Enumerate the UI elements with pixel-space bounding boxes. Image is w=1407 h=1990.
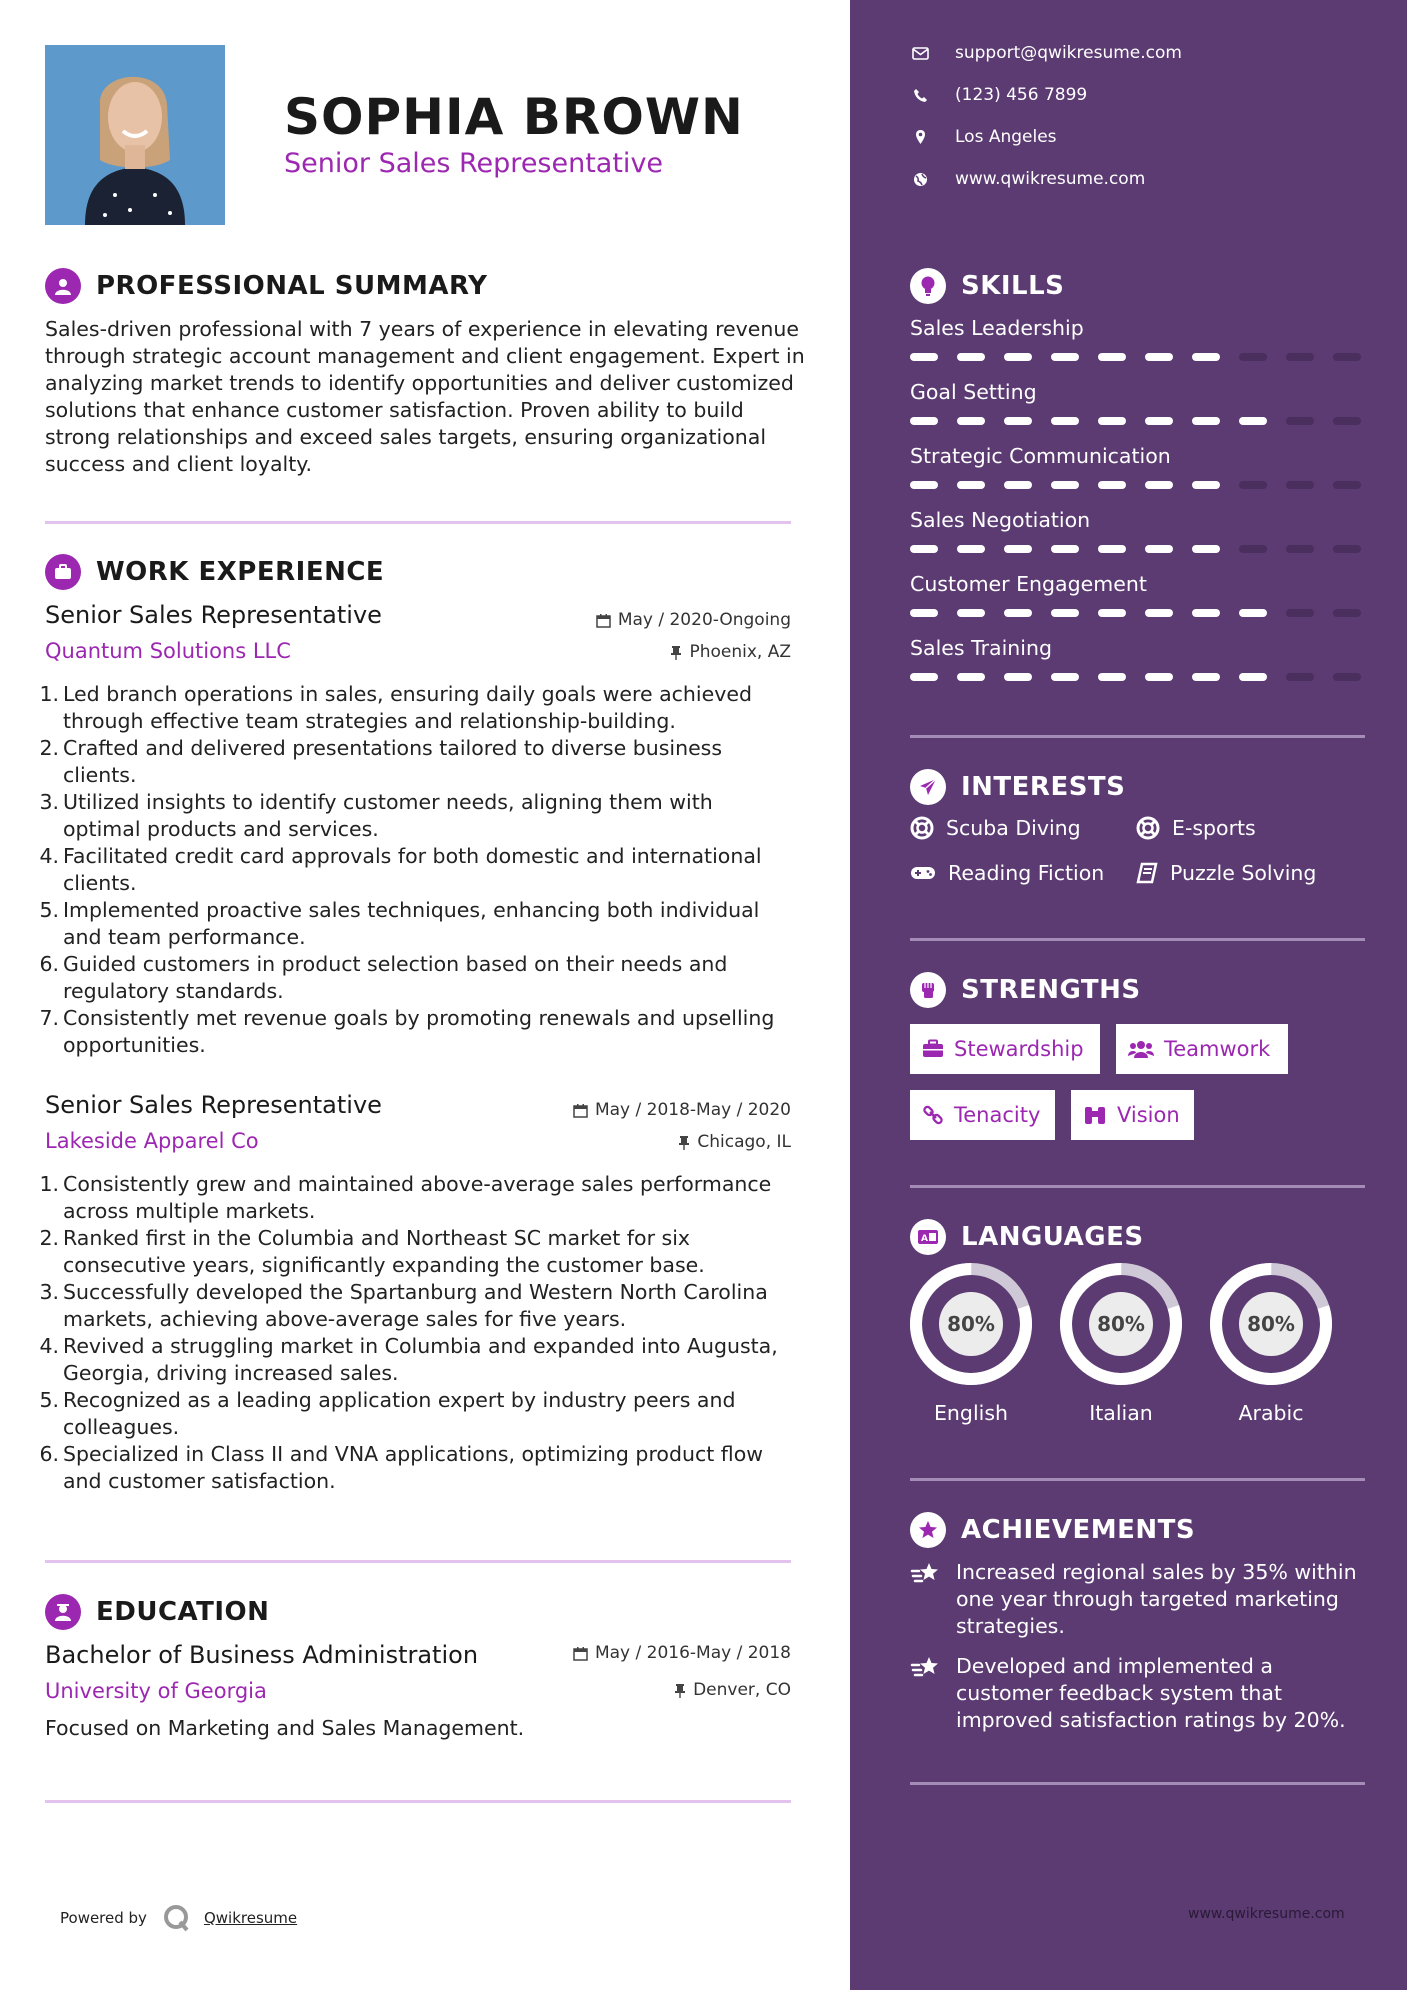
skill-dot xyxy=(1098,481,1126,489)
education-location: Denver, CO xyxy=(674,1680,791,1700)
skill-dot xyxy=(1145,545,1173,553)
skill-dot xyxy=(957,353,985,361)
skill-dot xyxy=(1192,481,1220,489)
skill-dot xyxy=(1098,609,1126,617)
language-name: English xyxy=(933,1401,1009,1425)
divider xyxy=(910,938,1365,941)
language-progress-ring xyxy=(910,1263,1032,1385)
skill-dot xyxy=(1004,673,1032,681)
calendar-icon xyxy=(596,613,611,628)
education-note: Focused on Marketing and Sales Management. xyxy=(45,1716,525,1740)
lifebuoy-icon xyxy=(1136,816,1160,840)
strength-tag: Vision xyxy=(1071,1090,1194,1140)
qwikresume-link[interactable]: Qwikresume xyxy=(203,1909,298,1927)
skill-level xyxy=(910,545,1380,553)
strength-tag: Teamwork xyxy=(1116,1024,1288,1074)
contact-location: Los Angeles xyxy=(910,127,1057,147)
divider xyxy=(45,521,791,524)
skill-dot xyxy=(910,481,938,489)
list-item: 2. Crafted and delivered presentations tailored to diverse business clients. xyxy=(39,736,723,787)
language-progress-ring xyxy=(1210,1263,1332,1385)
list-item: 4. Revived a struggling market in Columbia and expanded into Augusta, Georgia, driving increased sales. xyxy=(39,1334,778,1385)
interest-item: Puzzle Solving xyxy=(1136,861,1316,885)
language-percent: 80% xyxy=(1247,1312,1295,1336)
skill-dot xyxy=(1333,609,1361,617)
skill-dot xyxy=(1051,673,1079,681)
skill-dot xyxy=(1004,353,1032,361)
skill-dot xyxy=(1098,417,1126,425)
link-icon xyxy=(922,1104,944,1126)
calendar-icon xyxy=(573,1646,588,1661)
interest-item: E-sports xyxy=(1136,816,1256,840)
skill-level xyxy=(910,673,1380,681)
job-duties xyxy=(36,1171,796,1495)
job-location: Chicago, IL xyxy=(678,1132,791,1152)
language-progress-ring xyxy=(1060,1263,1182,1385)
envelope-icon xyxy=(912,47,929,60)
divider xyxy=(45,1800,791,1803)
interests-title: INTERESTS xyxy=(961,772,1126,802)
binoculars-icon xyxy=(1083,1105,1107,1125)
pin-icon xyxy=(678,1135,690,1150)
skill-name: Sales Negotiation xyxy=(910,508,1091,532)
skill-level xyxy=(910,353,1380,361)
skill-dot xyxy=(1333,417,1361,425)
achievements-heading xyxy=(910,1512,1195,1548)
skill-name: Sales Training xyxy=(910,636,1052,660)
footer-website[interactable]: www.qwikresume.com xyxy=(1188,1906,1345,1922)
skill-dot xyxy=(957,545,985,553)
skill-dot xyxy=(1051,609,1079,617)
skill-dot xyxy=(1333,545,1361,553)
skill-name: Goal Setting xyxy=(910,380,1037,404)
skill-dot xyxy=(1004,609,1032,617)
paper-plane-icon xyxy=(910,769,946,805)
skill-name: Strategic Communication xyxy=(910,444,1171,468)
skill-dot xyxy=(1098,673,1126,681)
translate-icon xyxy=(910,1219,946,1255)
skill-dot xyxy=(1239,673,1267,681)
language-percent: 80% xyxy=(1097,1312,1145,1336)
language-item xyxy=(1210,1263,1332,1425)
skill-dot xyxy=(910,673,938,681)
skill-dot xyxy=(1051,353,1079,361)
skill-dot xyxy=(1333,353,1361,361)
list-item: 2. Ranked first in the Columbia and Northeast SC market for six consecutive years, significantly expanding the customer base. xyxy=(39,1226,705,1277)
briefcase-icon xyxy=(45,554,81,590)
language-name: Arabic xyxy=(1238,1401,1304,1425)
globe-icon xyxy=(913,172,928,187)
shooting-star-icon xyxy=(910,1653,942,1683)
skill-dot xyxy=(1286,353,1314,361)
job-location: Phoenix, AZ xyxy=(670,642,791,662)
list-item: 6. Guided customers in product selection based on their needs and regulatory standards. xyxy=(39,952,728,1003)
strengths-heading xyxy=(910,972,1141,1008)
star-badge-icon xyxy=(910,1512,946,1548)
strength-tag: Tenacity xyxy=(910,1090,1055,1140)
skill-dot xyxy=(1192,353,1220,361)
skill-dot xyxy=(1239,609,1267,617)
powered-by: Powered by Qwikresume xyxy=(60,1903,297,1933)
calendar-icon xyxy=(573,1103,588,1118)
list-item: 5. Implemented proactive sales techniques, enhancing both individual and team performance. xyxy=(39,898,760,949)
qwikresume-logo-icon xyxy=(162,1903,192,1933)
languages-heading xyxy=(910,1219,1144,1255)
gamepad-icon xyxy=(910,864,936,882)
achievement-item: Increased regional sales by 35% within one year through targeted marketing strategies. xyxy=(910,1559,1370,1640)
phone-icon xyxy=(913,88,928,103)
interest-item: Scuba Diving xyxy=(910,816,1081,840)
skill-dot xyxy=(1333,673,1361,681)
job-title: Senior Sales Representative xyxy=(45,1091,382,1119)
strength-tag: Stewardship xyxy=(910,1024,1100,1074)
skill-dot xyxy=(1239,353,1267,361)
skill-dot xyxy=(1051,545,1079,553)
achievements-title: ACHIEVEMENTS xyxy=(961,1515,1196,1545)
school-name: University of Georgia xyxy=(45,1679,267,1703)
interests-heading xyxy=(910,769,1125,805)
job-title: Senior Sales Representative xyxy=(45,601,382,629)
list-item: 1. Led branch operations in sales, ensuring daily goals were achieved through effective team strategies and relationship-building. xyxy=(39,682,752,733)
skill-dot xyxy=(1192,417,1220,425)
graduate-icon xyxy=(45,1594,81,1630)
company-name: Quantum Solutions LLC xyxy=(45,639,291,663)
summary-heading xyxy=(45,268,487,304)
skill-level xyxy=(910,417,1380,425)
skill-dot xyxy=(1286,609,1314,617)
achievement-item: Developed and implemented a customer feedback system that improved satisfaction ratings by 20%. xyxy=(910,1653,1370,1734)
skill-dot xyxy=(1004,417,1032,425)
skill-dot xyxy=(1051,481,1079,489)
map-pin-icon xyxy=(915,129,926,145)
interest-item: Reading Fiction xyxy=(910,861,1104,885)
company-name: Lakeside Apparel Co xyxy=(45,1129,259,1153)
skill-dot xyxy=(910,353,938,361)
skill-dot xyxy=(1192,673,1220,681)
lightbulb-icon xyxy=(910,268,946,304)
skill-level xyxy=(910,609,1380,617)
list-item: 1. Consistently grew and maintained above-average sales performance across multiple markets. xyxy=(39,1172,772,1223)
list-item: 7. Consistently met revenue goals by promoting renewals and upselling opportunities. xyxy=(39,1006,775,1057)
users-icon xyxy=(1128,1039,1154,1059)
skill-dot xyxy=(1286,417,1314,425)
language-name: Italian xyxy=(1089,1401,1153,1425)
fist-icon xyxy=(910,972,946,1008)
skill-dot xyxy=(1145,673,1173,681)
work-title: WORK EXPERIENCE xyxy=(96,557,385,587)
skill-dot xyxy=(1333,481,1361,489)
pin-icon xyxy=(674,1683,686,1698)
skill-dot xyxy=(1239,417,1267,425)
languages-title: LANGUAGES xyxy=(961,1222,1144,1252)
skill-name: Sales Leadership xyxy=(910,316,1084,340)
skill-dot xyxy=(910,545,938,553)
skill-dot xyxy=(1145,481,1173,489)
skill-dot xyxy=(1239,481,1267,489)
divider xyxy=(45,1560,791,1563)
profile-photo xyxy=(45,45,225,225)
language-item xyxy=(910,1263,1032,1425)
skill-dot xyxy=(910,609,938,617)
summary-text: Sales-driven professional with 7 years of experience in elevating revenue through strategic account management and client engagement. Expert in analyzing market trends to identify opportunities and deliver customized solutions that enhance customer satisfaction. Proven ability to build strong relationships and exceed sales targets, ensuring organizational success and client loyalty. xyxy=(45,317,805,476)
sidebar xyxy=(850,0,1407,1990)
skill-dot xyxy=(910,417,938,425)
education-title: EDUCATION xyxy=(96,1597,270,1627)
language-item xyxy=(1060,1263,1182,1425)
skill-dot xyxy=(1004,545,1032,553)
contact-email: support@qwikresume.com xyxy=(910,43,1182,63)
education-dates: May / 2016-May / 2018 xyxy=(573,1643,791,1663)
skill-level xyxy=(910,481,1380,489)
list-item: 6. Specialized in Class II and VNA applications, optimizing product flow and customer satisfaction. xyxy=(39,1442,764,1493)
work-heading xyxy=(45,554,384,590)
skill-name: Customer Engagement xyxy=(910,572,1147,596)
skill-dot xyxy=(1286,673,1314,681)
divider xyxy=(910,1185,1365,1188)
skill-dot xyxy=(1192,545,1220,553)
education-heading xyxy=(45,1594,269,1630)
divider xyxy=(910,735,1365,738)
skill-dot xyxy=(1098,353,1126,361)
full-name: SOPHIA BROWN xyxy=(284,88,744,146)
skills-heading xyxy=(910,268,1064,304)
skill-dot xyxy=(1051,417,1079,425)
skill-dot xyxy=(957,481,985,489)
job-dates: May / 2018-May / 2020 xyxy=(573,1100,791,1120)
skill-dot xyxy=(1145,609,1173,617)
contact-website[interactable]: www.qwikresume.com xyxy=(910,169,1145,189)
language-percent: 80% xyxy=(947,1312,995,1336)
user-icon xyxy=(45,268,81,304)
shooting-star-icon xyxy=(910,1559,942,1589)
job-duties xyxy=(36,681,796,1059)
degree: Bachelor of Business Administration xyxy=(45,1641,479,1669)
skill-dot xyxy=(957,609,985,617)
lifebuoy-icon xyxy=(910,816,934,840)
job-role: Senior Sales Representative xyxy=(284,148,664,179)
skill-dot xyxy=(1098,545,1126,553)
skill-dot xyxy=(1004,481,1032,489)
list-item: 4. Facilitated credit card approvals for both domestic and international clients. xyxy=(39,844,762,895)
skills-title: SKILLS xyxy=(961,271,1065,301)
book-icon xyxy=(1136,862,1158,884)
skill-dot xyxy=(1145,353,1173,361)
summary-title: PROFESSIONAL SUMMARY xyxy=(96,271,488,301)
skill-dot xyxy=(1286,545,1314,553)
skill-dot xyxy=(1192,609,1220,617)
skill-dot xyxy=(957,417,985,425)
list-item: 5. Recognized as a leading application expert by industry peers and colleagues. xyxy=(39,1388,736,1439)
svg-text:A: A xyxy=(921,1234,928,1244)
contact-phone: (123) 456 7899 xyxy=(910,85,1087,105)
briefcase-icon xyxy=(922,1039,944,1059)
list-item: 3. Utilized insights to identify customer needs, aligning them with optimal products and services. xyxy=(39,790,713,841)
pin-icon xyxy=(670,645,682,660)
list-item: 3. Successfully developed the Spartanburg and Western North Carolina markets, achieving above-average sales for five years. xyxy=(39,1280,768,1331)
strengths-title: STRENGTHS xyxy=(961,975,1141,1005)
skill-dot xyxy=(1145,417,1173,425)
job-dates: May / 2020-Ongoing xyxy=(596,610,791,630)
divider xyxy=(910,1782,1365,1785)
skill-dot xyxy=(1239,545,1267,553)
skill-dot xyxy=(1286,481,1314,489)
divider xyxy=(910,1478,1365,1481)
skill-dot xyxy=(957,673,985,681)
